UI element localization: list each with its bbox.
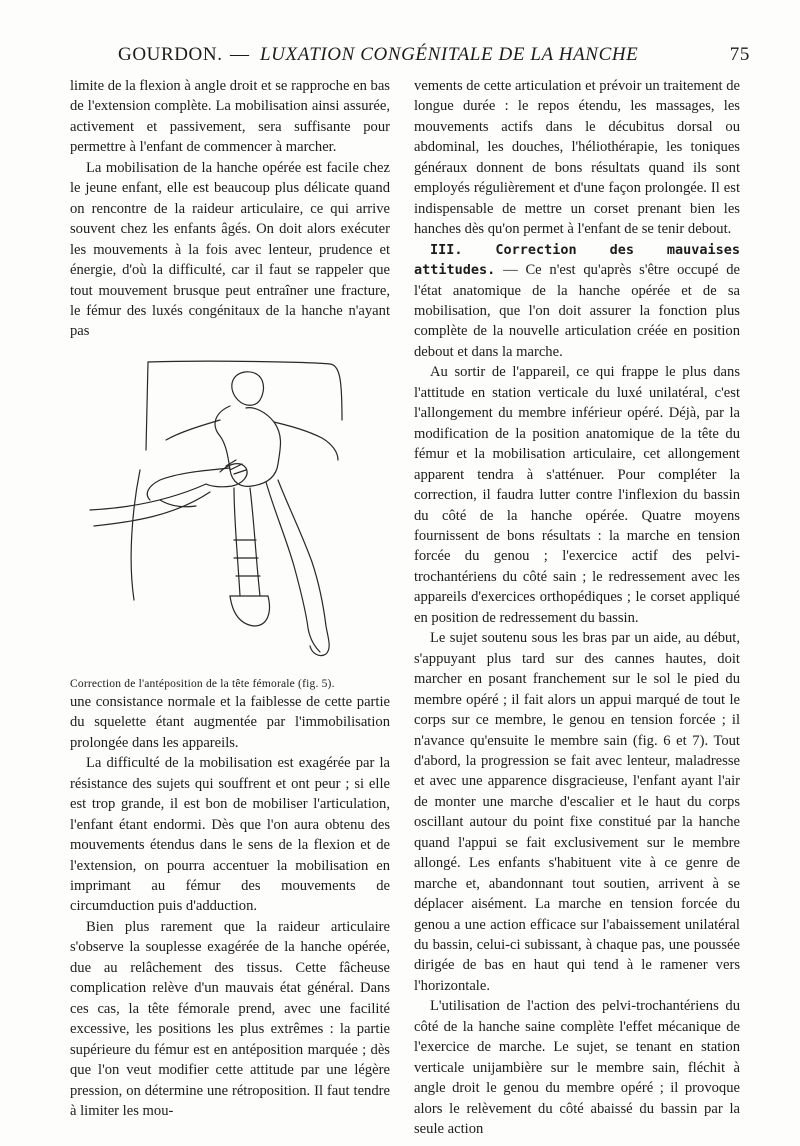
left-column bbox=[70, 76, 390, 1121]
figure-illustration bbox=[70, 360, 390, 670]
paragraph: une consistance normale et la faiblesse de cette partie du squelette étant augmentée par l'immobilisation prolongée dans les appareils. bbox=[70, 693, 390, 751]
leg bbox=[278, 480, 329, 656]
paragraph: Bien plus rarement que la raideur articulaire s'observe la souplesse exagérée de la hanche opérée, due au relâchement des tissus. Cette fâcheuse complication relève d'un mauvais état général. Dans ces cas, la tête fémorale prend, avec une facilité excessive, les positions les plus extrêmes : la partie supérieure du fémur est en antéposition marquée ; dès que l'on veut modifier cette attitude par une légère pression, on détermine une rétroposition. Il faut tendre à limiter les mou- bbox=[70, 918, 390, 1119]
running-header bbox=[70, 44, 750, 70]
leg bbox=[266, 482, 320, 652]
header-author: GOURDON. bbox=[118, 44, 223, 65]
header-dash: — bbox=[230, 44, 250, 65]
section-heading: III. Correction des mauvaises attitudes. bbox=[414, 241, 740, 279]
torso bbox=[215, 406, 280, 486]
paragraph: limite de la flexion à angle droit et se rapproche en bas de l'extension complète. La mobilisation ainsi assurée, activement et passivement, sera suffisante pour permettre à l'enfant de commencer à marcher. bbox=[70, 78, 390, 156]
arm bbox=[166, 420, 220, 440]
forearm bbox=[94, 492, 210, 526]
cast bbox=[234, 488, 240, 596]
foot bbox=[230, 596, 269, 626]
paragraph: Au sortir de l'appareil, ce qui frappe le plus dans l'attitude en station verticale du luxé unilatéral, c'est l'allongement du membre inférieur opéré. Déjà, par la modification de la position anatomique de la tête du fémur et la mobilisation articulaire, cet allongement apparent tendra à s'atténuer. Pour compléter la correction, il faudra lutter contre l'inflexion du bassin du côté de la hanche opérée. Quatre moyens fournissent de bons résultats : la marche en tension forcée du genou ; l'exercice actif des pelvi-trochantériens du côté sain ; le redressement avec les appareils d'exercices orthopédiques ; le corset appliqué en position de redressement du bassin. bbox=[414, 364, 740, 626]
paragraph: L'utilisation de l'action des pelvi-trochantériens du côté de la hanche saine complète l'effet mécanique de l'exercice de marche. Le sujet, se tenant en station verticale unijambière sur le membre sain, fléchit à angle droit le genou du membre opéré ; il provoque alors le relèvement du côté abaissé du bassin par la seule action bbox=[414, 998, 740, 1138]
figure-caption: Correction de l'antéposition de la tête fémorale (fig. 5). bbox=[70, 677, 335, 690]
page-number: 75 bbox=[729, 44, 750, 65]
paragraph: vements de cette articulation et prévoir un traitement de longue durée : le repos étendu, les massages, les mouvements actifs dans le décubitus dorsal ou abdominal, les douches, l'héliothérapie, les toniques généraux donnent de bons résultats quand ils sont employés régulièrement et d'une façon prolongée. Il est indispensable de mettre un corset prenant bien les hanches dès qu'on permet à l'enfant de se tenir debout. bbox=[414, 78, 740, 238]
head bbox=[232, 372, 264, 405]
paragraph: La mobilisation de la hanche opérée est facile chez le jeune enfant, elle est beaucoup plus délicate quand on rencontre de la raideur articulaire, ce qui arrive souvent chez les enfants âgés. On doit alors exécuter les mouvements à la fois avec lenteur, prudence et énergie, d'où la difficulté, car il faut se rappeler que tout mouvement brusque peut entraîner une fracture, le fémur des luxés congénitaux de la hanche n'ayant pas bbox=[70, 159, 390, 340]
arm bbox=[274, 422, 338, 460]
thigh bbox=[147, 468, 230, 500]
paragraph: Le sujet soutenu sous les bras par un aide, au début, s'appuyant plus tard sur des cannes hautes, doit marcher en posant franchement sur le sol le pied du membre opéré ; il fait alors un appui marqué de tout le corps sur ce membre, le genou en tension forcée ; il n'avance qu'ensuite le membre sain (fig. 6 et 7). Tout d'abord, la progression se fait avec lenteur, maladresse et avec une apparence disgracieuse, l'enfant ayant l'air de monter une marche d'escalier et le haut du corps oscillant autour du point fixe constitué par la hanche quand l'appui se fait exclusivement sur le membre allongé. Les enfants s'habituent vite à ce genre de marche et, abandonnant tout soutien, arrivent à se déplacer aisément. La marche en tension forcée du genou a une action efficace sur l'abaissement unilatéral du bassin, celui-ci subissant, à chaque pas, une poussée dirigée de bas en haut qui tend à le ramener vers l'horizontale. bbox=[414, 630, 740, 994]
figure-drawing bbox=[70, 360, 390, 670]
section-text: — Ce n'est qu'après s'être occupé de l'état anatomique de la hanche opérée et de sa mobilisation, que l'on doit assurer la fonction plus complète de la nouvelle articulation créée en position debout et dans la marche. bbox=[414, 262, 740, 360]
right-column bbox=[414, 76, 740, 1140]
paragraph: La difficulté de la mobilisation est exagérée par la résistance des sujets qui souffrent et ont peur ; si elle est trop grande, il est bon de mobiliser l'articulation, l'enfant étant endormi. Dès que l'on aura obtenu des mouvements étendus dans le sens de la flexion et de l'extension, on pourra accentuer la mobilisation en imprimant au fémur des mouvements de circumduction puis d'adduction. bbox=[70, 755, 390, 915]
bed-outline bbox=[148, 361, 342, 420]
hand bbox=[206, 464, 247, 487]
bed-outline-left bbox=[146, 362, 148, 450]
cast bbox=[250, 488, 260, 596]
header-title: LUXATION CONGÉNITALE DE LA HANCHE bbox=[260, 44, 639, 65]
bed-side bbox=[131, 470, 140, 600]
section-paragraph bbox=[414, 240, 740, 363]
